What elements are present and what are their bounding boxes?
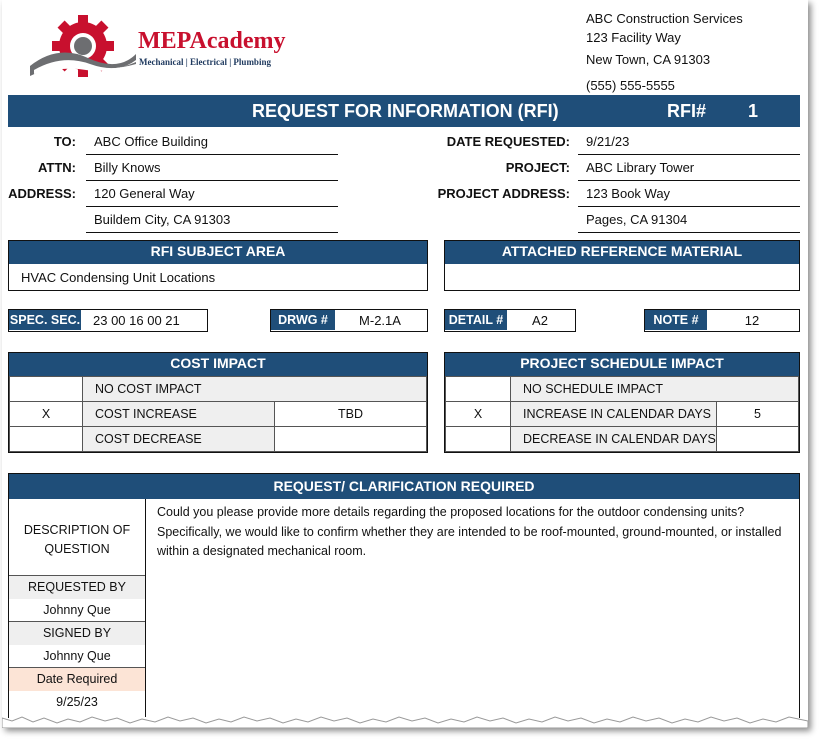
project-address-label: PROJECT ADDRESS: bbox=[437, 186, 570, 201]
request-left-column bbox=[9, 499, 146, 717]
subject-area-value: HVAC Condensing Unit Locations bbox=[21, 270, 216, 285]
description-label: DESCRIPTION OF QUESTION bbox=[23, 523, 131, 556]
date-requested-value: 9/21/23 bbox=[578, 134, 800, 155]
subject-area bbox=[8, 240, 428, 291]
attn-value: Billy Knows bbox=[86, 160, 338, 181]
cost-label: COST DECREASE bbox=[83, 427, 275, 452]
schedule-label: NO SCHEDULE IMPACT bbox=[511, 377, 799, 402]
table-row bbox=[446, 402, 799, 427]
cost-impact-header: COST IMPACT bbox=[9, 353, 427, 376]
schedule-impact-table bbox=[445, 376, 799, 452]
request-section-header: REQUEST/ CLARIFICATION REQUIRED bbox=[9, 474, 799, 499]
cost-value bbox=[275, 427, 427, 452]
rfi-number-label: RFI# bbox=[667, 101, 707, 121]
subject-area-header: RFI SUBJECT AREA bbox=[9, 241, 427, 264]
address-label: ADDRESS: bbox=[8, 186, 76, 201]
detail-label: DETAIL # bbox=[445, 310, 507, 330]
requested-by-value: Johnny Que bbox=[43, 603, 111, 617]
table-row bbox=[10, 402, 427, 427]
spec-section-value: 23 00 16 00 21 bbox=[93, 313, 180, 328]
address-line2: Buildem City, CA 91303 bbox=[86, 212, 338, 233]
company-name: ABC Construction Services bbox=[586, 11, 743, 26]
reference-material-header: ATTACHED REFERENCE MATERIAL bbox=[445, 241, 799, 264]
address-line1: 120 General Way bbox=[86, 186, 338, 207]
torn-edge bbox=[2, 712, 808, 728]
company-city: New Town, CA 91303 bbox=[586, 52, 711, 67]
request-section bbox=[8, 473, 800, 718]
title-bar bbox=[8, 95, 800, 127]
project-label: PROJECT: bbox=[505, 160, 570, 175]
note-value: 12 bbox=[744, 313, 760, 328]
attn-label: ATTN: bbox=[37, 160, 76, 175]
spec-section-label: SPEC. SEC. bbox=[9, 310, 81, 330]
cost-label: COST INCREASE bbox=[83, 402, 275, 427]
table-row bbox=[446, 427, 799, 452]
gear-logo-icon bbox=[28, 14, 138, 78]
question-text: Could you please provide more details regarding the proposed locations for the outdoor condensing units? Specifically, we would like to confirm whether they are intended to be roof-mounted, ground-mounted, or installed within a designated mechanical room. bbox=[157, 505, 782, 558]
schedule-mark bbox=[446, 427, 511, 452]
signed-by-label: SIGNED BY bbox=[9, 621, 145, 645]
company-street: 123 Facility Way bbox=[586, 30, 681, 45]
schedule-mark: X bbox=[446, 402, 511, 427]
cost-impact-table bbox=[9, 376, 427, 452]
table-row bbox=[10, 377, 427, 402]
date-required-label: Date Required bbox=[9, 667, 145, 691]
spec-section-field bbox=[8, 309, 208, 332]
rfi-form bbox=[2, 0, 808, 728]
reference-material bbox=[444, 240, 800, 291]
drawing-field bbox=[270, 309, 428, 332]
schedule-label: INCREASE IN CALENDAR DAYS bbox=[511, 402, 717, 427]
schedule-mark bbox=[446, 377, 511, 402]
date-required-value: 9/25/23 bbox=[56, 695, 98, 709]
table-row bbox=[446, 377, 799, 402]
table-row bbox=[10, 427, 427, 452]
drawing-value: M-2.1A bbox=[359, 313, 401, 328]
detail-field bbox=[444, 309, 576, 332]
project-address-line1: 123 Book Way bbox=[578, 186, 800, 207]
schedule-label: DECREASE IN CALENDAR DAYS bbox=[511, 427, 717, 452]
cost-value: TBD bbox=[275, 402, 427, 427]
logo-tagline: Mechanical | Electrical | Plumbing bbox=[139, 57, 271, 67]
to-value: ABC Office Building bbox=[86, 134, 338, 155]
cost-mark bbox=[10, 427, 83, 452]
detail-value: A2 bbox=[532, 313, 548, 328]
cost-label: NO COST IMPACT bbox=[83, 377, 427, 402]
to-label: TO: bbox=[53, 134, 76, 149]
company-phone: (555) 555-5555 bbox=[586, 78, 675, 93]
drawing-label: DRWG # bbox=[271, 310, 335, 330]
logo bbox=[28, 14, 298, 78]
schedule-value: 5 bbox=[716, 402, 798, 427]
project-address-line2: Pages, CA 91304 bbox=[578, 212, 800, 233]
rfi-number: 1 bbox=[748, 101, 759, 121]
cost-mark: X bbox=[10, 402, 83, 427]
schedule-value bbox=[716, 427, 798, 452]
requested-by-label: REQUESTED BY bbox=[9, 575, 145, 599]
cost-mark bbox=[10, 377, 83, 402]
project-value: ABC Library Tower bbox=[578, 160, 800, 181]
date-requested-label: DATE REQUESTED: bbox=[446, 134, 570, 149]
note-field bbox=[644, 309, 800, 332]
logo-wordmark: MEPAcademy bbox=[138, 28, 286, 54]
note-label: NOTE # bbox=[645, 310, 707, 330]
schedule-impact-header: PROJECT SCHEDULE IMPACT bbox=[445, 353, 799, 376]
signed-by-value: Johnny Que bbox=[43, 649, 111, 663]
page-title: REQUEST FOR INFORMATION (RFI) bbox=[252, 101, 559, 121]
